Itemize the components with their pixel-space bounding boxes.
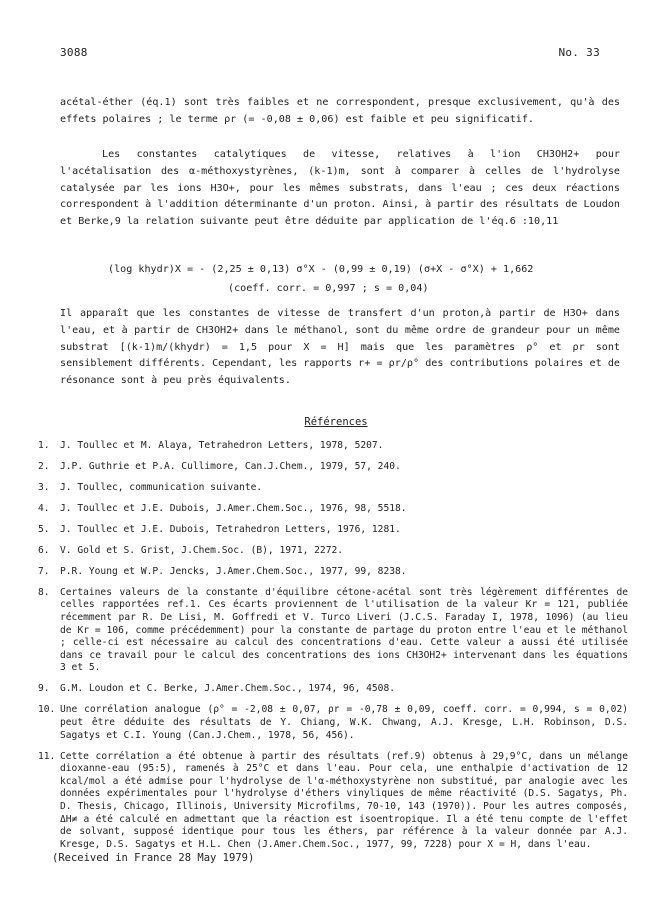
reference-number: 10.	[38, 704, 56, 716]
reference-item	[38, 683, 628, 696]
reference-number: 1.	[38, 440, 50, 451]
issue-number: No. 33	[558, 46, 600, 59]
equation-stats: (coeff. corr. = 0,997 ; s = 0,04)	[228, 283, 429, 294]
reference-number: 3.	[38, 481, 50, 493]
reference-item	[38, 482, 628, 495]
reference-text: J.P. Guthrie et P.A. Cullimore, Can.J.Chem., 1979, 57, 240.	[60, 460, 401, 472]
reference-item	[38, 587, 628, 675]
reference-text: G.M. Loudon et C. Berke, J.Amer.Chem.Soc., 1974, 96, 4508.	[60, 683, 396, 695]
reference-item	[38, 440, 628, 453]
received-date: (Received in France 28 May 1979)	[52, 852, 255, 864]
reference-item	[38, 566, 628, 579]
references-heading: Références	[304, 416, 368, 428]
reference-text: Certaines valeurs de la constante d'équilibre cétone-acétal sont très légèrement différentes de celles rapportées ref.1. Ces écarts proviennent de l'utilisation de la valeur Kr = 121, publiée récemment par R. De Lisi, M. Goffredi et V. Turco Liveri (J.C.S. Faraday I, 1978, 1096) (au lieu de Kr = 106, comme précédemment) pour la constante de partage du proton entre l'eau et le méthanol ; celle-ci est nécessaire au calcul des concentrations d'eau. Cette valeur a aussi été utilisée dans ce travail pour le calcul des concentrations des ions CH3OH2+ intervenant dans les équations 3 et 5.	[60, 586, 628, 674]
reference-item	[38, 461, 628, 474]
equation-line: (log khydr)X = - (2,25 ± 0,13) σ°X - (0,99 ± 0,19) (σ+X - σ°X) + 1,662	[108, 264, 534, 275]
reference-text: J. Toullec et J.E. Dubois, Tetrahedron Letters, 1976, 1281.	[60, 523, 401, 535]
reference-number: 2.	[38, 460, 50, 472]
reference-number: 5.	[38, 523, 50, 535]
reference-text: P.R. Young et W.P. Jencks, J.Amer.Chem.Soc., 1977, 99, 8238.	[60, 565, 407, 577]
reference-item	[38, 751, 628, 852]
reference-number: 6.	[38, 544, 50, 556]
paragraph-1: acétal-éther (éq.1) sont très faibles et ne correspondent, presque exclusivement, qu'à des effets polaires ; le terme ρr (= -0,08 ± 0,06) est faible et peu significatif.	[60, 97, 620, 125]
reference-item	[38, 545, 628, 558]
reference-list	[38, 440, 628, 860]
paragraph-2: Les constantes catalytiques de vitesse, relatives à l'ion CH3OH2+ pour l'acétalisation des α-méthoxystyrènes, (k-1)m, sont à comparer à celles de l'hydrolyse catalysée par les ions H3O+, pour les mêmes substrats, dans l'eau ; ces deux réactions correspondent à l'addition déterminante d'un proton. Ainsi, à partir des résultats de Loudon et Berke,9 la relation suivante peut être déduite par application de l'éq.6 :10,11	[60, 149, 620, 228]
reference-number: 7.	[38, 565, 50, 577]
reference-text: Cette corrélation a été obtenue à partir des résultats (ref.9) obtenus à 29,9°C, dans un mélange dioxanne-eau (95:5), ramenés à 25°C et dans l'eau. Pour cela, une enthalpie d'activation de 12 kcal/mol a été admise pour l'hydrolyse de l'α-méthoxystyrène non substitué, par analogie avec les données expérimentales pour l'hydrolyse d'éthers vinyliques de même réactivité (D.S. Sagatys, Ph. D. Thesis, Chicago, Illinois, University Microfilms, 70-10, 143 (1970)). Pour les autres composés, ΔH≠ a été calculé en admettant que la réaction est isoentropique. Il a été tenu compte de l'effet de solvant, supposé identique pour tous les éthers, par référence à la valeur donnée par A.J. Kresge, D.S. Sagatys et H.L. Chen (J.Amer.Chem.Soc., 1977, 99, 7228) pour X = H, dans l'eau.	[60, 750, 628, 850]
reference-number: 9.	[38, 683, 50, 695]
reference-text: J. Toullec, communication suivante.	[60, 481, 263, 493]
paragraph-3: Il apparaît que les constantes de vitesse de transfert d'un proton,à partir de H3O+ dans l'eau, et à partir de CH3OH2+ dans le méthanol, sont du même ordre de grandeur pour un même substrat [(k-1)m/(khydr) = 1,5 pour X = H] mais que les paramètres ρ° et ρr sont sensiblement différents. Cependant, les rapports r+ = ρr/ρ° des contributions polaires et de résonance sont à peu près équivalents.	[60, 308, 620, 387]
reference-text: J. Toullec et M. Alaya, Tetrahedron Letters, 1978, 5207.	[60, 440, 384, 451]
reference-item	[38, 704, 628, 742]
reference-number: 8.	[38, 586, 50, 598]
reference-number: 4.	[38, 502, 50, 514]
page-number: 3088	[60, 46, 88, 59]
reference-item	[38, 503, 628, 516]
reference-text: J. Toullec et J.E. Dubois, J.Amer.Chem.Soc., 1976, 98, 5518.	[60, 502, 407, 514]
reference-text: Une corrélation analogue (ρ° = -2,08 ± 0,07, ρr = -0,78 ± 0,09, coeff. corr. = 0,994, s = 0,02) peut être déduite des résultats de Y. Chiang, W.K. Chwang, A.J. Kresge, L.H. Robinson, D.S. Sagatys et C.I. Young (Can.J.Chem., 1978, 56, 456).	[60, 704, 628, 741]
reference-number: 11.	[38, 750, 56, 762]
reference-text: V. Gold et S. Grist, J.Chem.Soc. (B), 1971, 2272.	[60, 544, 344, 556]
reference-item	[38, 524, 628, 537]
